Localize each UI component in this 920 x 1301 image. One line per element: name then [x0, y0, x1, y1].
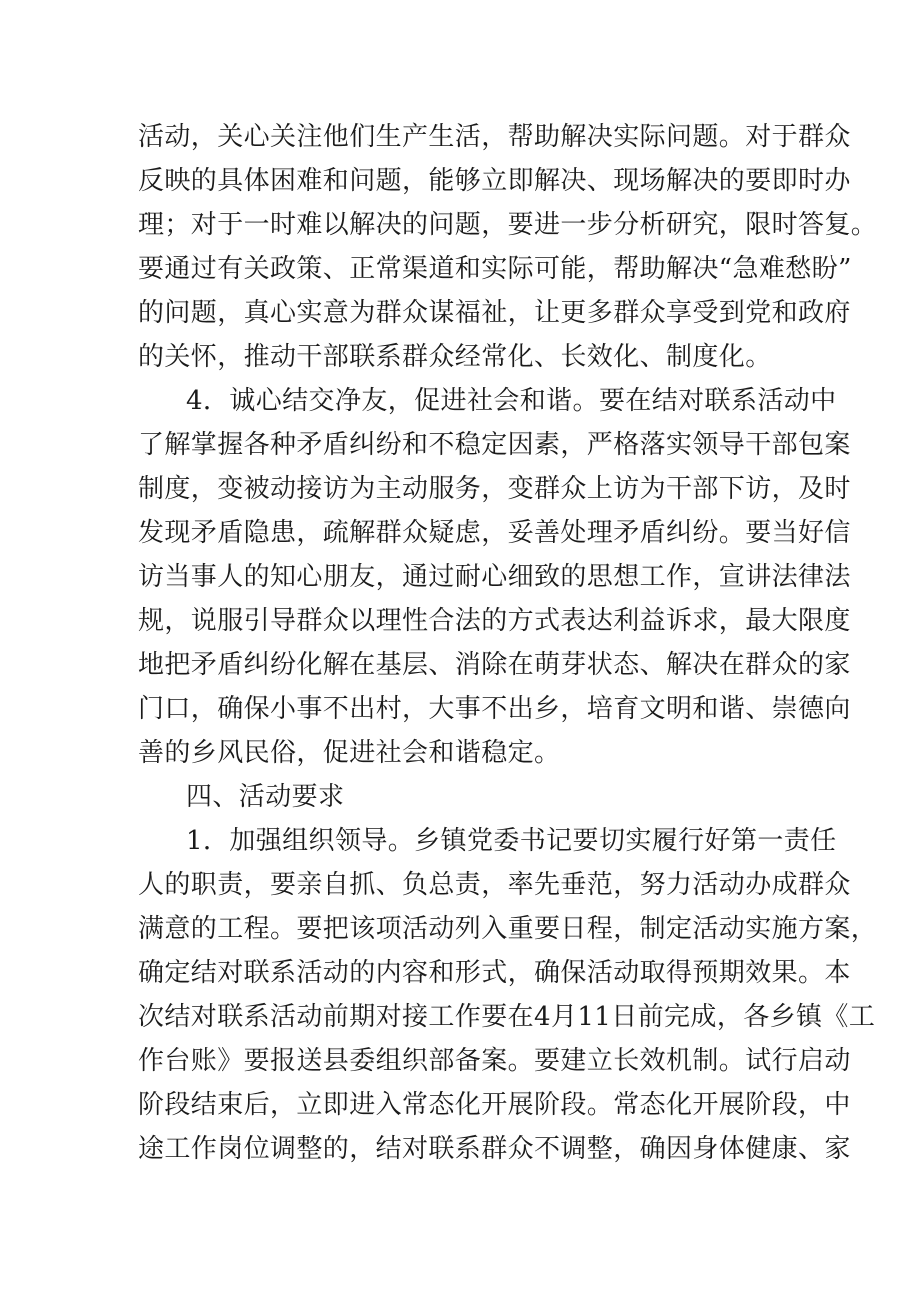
paragraph-line-item-1: 1．加强组织领导。乡镇党委书记要切实履行好第一责任 [186, 826, 837, 856]
paragraph-line: 反映的具体困难和问题，能够立即解决、现场解决的要即时办 [138, 166, 851, 196]
paragraph-line: 地把矛盾纠纷化解在基层、消除在萌芽状态、解决在群众的家 [138, 650, 851, 680]
paragraph-line: 阶段结束后，立即进入常态化开展阶段。常态化开展阶段，中 [138, 1090, 851, 1120]
paragraph-line: 发现矛盾隐患，疏解群众疑虑，妥善处理矛盾纠纷。要当好信 [138, 518, 851, 548]
paragraph-line: 满意的工程。要把该项活动列入重要日程，制定活动实施方案， [138, 914, 878, 944]
paragraph-line: 的关怀，推动干部联系群众经常化、长效化、制度化。 [138, 342, 772, 372]
paragraph-line: 次结对联系活动前期对接工作要在4月11日前完成，各乡镇《工 [138, 1002, 876, 1032]
paragraph-line: 了解掌握各种矛盾纠纷和不稳定因素，严格落实领导干部包案 [138, 430, 851, 460]
paragraph-line: 途工作岗位调整的，结对联系群众不调整，确因身体健康、家 [138, 1134, 851, 1164]
section-heading: 四、活动要求 [186, 782, 345, 812]
paragraph-line-item-4: 4．诚心结交净友，促进社会和谐。要在结对联系活动中 [186, 386, 837, 416]
paragraph-line: 活动，关心关注他们生产生活，帮助解决实际问题。对于群众 [138, 122, 851, 152]
paragraph-line: 理；对于一时难以解决的问题，要进一步分析研究，限时答复。 [138, 210, 878, 240]
paragraph-line: 门口，确保小事不出村，大事不出乡，培育文明和谐、崇德向 [138, 694, 851, 724]
paragraph-line: 制度，变被动接访为主动服务，变群众上访为干部下访，及时 [138, 474, 851, 504]
paragraph-line: 规，说服引导群众以理性合法的方式表达利益诉求，最大限度 [138, 606, 851, 636]
paragraph-line: 访当事人的知心朋友，通过耐心细致的思想工作，宣讲法律法 [138, 562, 851, 592]
paragraph-line: 善的乡风民俗，促进社会和谐稳定。 [138, 738, 561, 768]
paragraph-line: 人的职责，要亲自抓、负总责，率先垂范，努力活动办成群众 [138, 870, 851, 900]
paragraph-line: 的问题，真心实意为群众谋福祉，让更多群众享受到党和政府 [138, 298, 851, 328]
paragraph-line: 要通过有关政策、正常渠道和实际可能，帮助解决“急难愁盼” [138, 254, 852, 284]
paragraph-line: 确定结对联系活动的内容和形式，确保活动取得预期效果。本 [138, 958, 851, 988]
paragraph-line: 作台账》要报送县委组织部备案。要建立长效机制。试行启动 [138, 1046, 851, 1076]
